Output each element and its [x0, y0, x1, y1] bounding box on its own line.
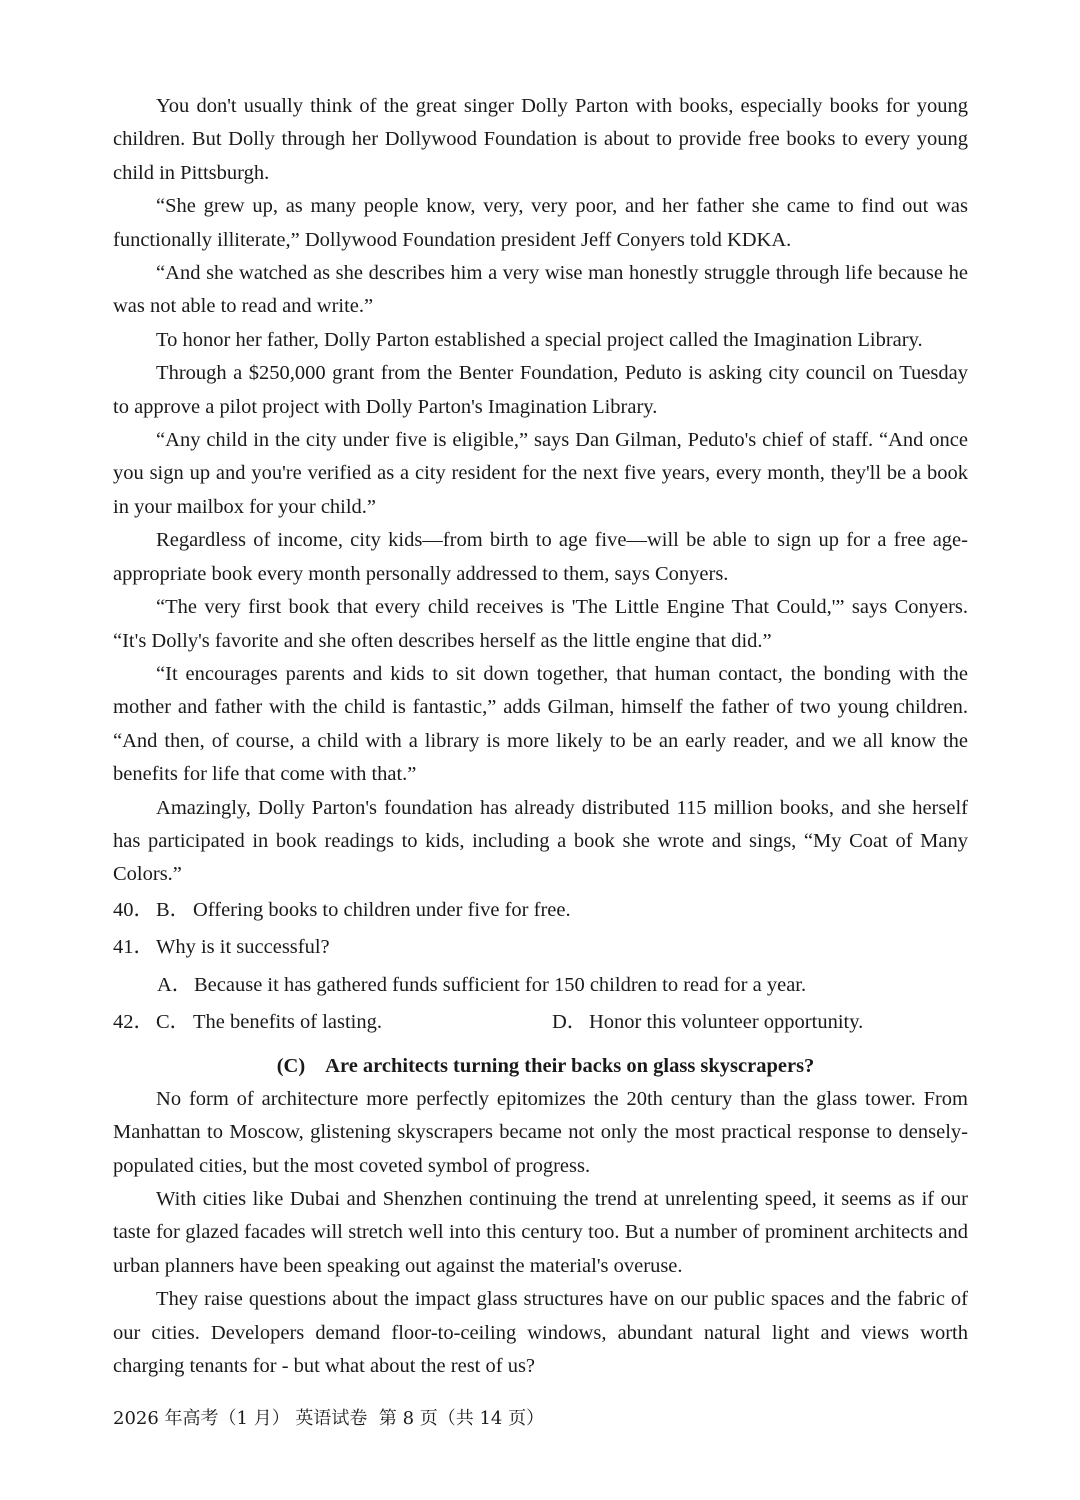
passage-b-paragraph-1: You don't usually think of the great singer Dolly Parton with books, especially books for young children. But Dolly through her Dollywood Foundation is about to provide free books to every young child in Pittsburgh.: [113, 95, 968, 184]
passage-b-paragraph-2: “She grew up, as many people know, very, very poor, and her father she came to find out was functionally illiterate,” Dollywood Foundation president Jeff Conyers told KDKA.: [113, 195, 968, 251]
passage-b-paragraph-7: Regardless of income, city kids—from birth to age five—will be able to sign up for a free age-appropriate book every month personally addressed to them, says Conyers.: [113, 529, 968, 585]
question-40: [113, 892, 968, 930]
passage-b-paragraph-6: “Any child in the city under five is eligible,” says Dan Gilman, Peduto's chief of staff. “And once you sign up and you're verified as a city resident for the next five years, every month, they'll be a book in your mailbox for your child.”: [113, 429, 968, 518]
passage-c-paragraph-3: They raise questions about the impact glass structures have on our public spaces and the fabric of our cities. Developers demand floor-to-ceiling windows, abundant natural light and views worth charging tenants for - but what about the rest of us?: [113, 1288, 968, 1377]
option-letter: A．: [157, 973, 193, 996]
question-number: 41．: [113, 936, 154, 959]
question-42-left: [113, 1004, 552, 1042]
option-letter: D．: [552, 1011, 588, 1034]
passage-b-paragraph-8: “The very first book that every child receives is 'The Little Engine That Could,'” says Conyers. “It's Dolly's favorite and she often describes herself as the little engine that did.”: [113, 596, 968, 652]
question-42: [113, 1004, 968, 1042]
option-text: Because it has gathered funds sufficient for 150 children to read for a year.: [194, 973, 807, 996]
passage-c-paragraph-1: No form of architecture more perfectly epitomizes the 20th century than the glass tower. From Manhattan to Moscow, glistening skyscrapers became not only the most practical response to densely-populated cities, but the most coveted symbol of progress.: [113, 1087, 968, 1177]
question-42-right: [552, 1004, 863, 1042]
question-number: 40．: [113, 898, 154, 921]
passage-b-paragraph-5: Through a $250,000 grant from the Benter Foundation, Peduto is asking city council on Tuesday to approve a pilot project with Dolly Parton's Imagination Library.: [113, 362, 968, 418]
option-text: The benefits of lasting.: [193, 1011, 383, 1034]
option-letter: B．: [156, 898, 191, 921]
option-letter: C．: [156, 1011, 191, 1034]
passage-b-paragraph-9: “It encourages parents and kids to sit down together, that human contact, the bonding with the mother and father with the child is fantastic,” adds Gilman, himself the father of two young children. “And then, of course, a child with a library is more likely to be an early reader, and we all know the benefits for life that come with that.”: [113, 662, 968, 786]
question-41: [113, 929, 968, 967]
page-footer: 2026 年高考（1 月） 英语试卷 第 8 页（共 14 页）: [113, 1408, 545, 1429]
question-41-option-a: [113, 967, 968, 1005]
section-heading: Are architects turning their backs on glass skyscrapers?: [325, 1054, 815, 1077]
passage-c-title: [113, 1050, 968, 1083]
section-label: (C): [276, 1054, 306, 1077]
passage-b-paragraph-4: To honor her father, Dolly Parton established a special project called the Imagination Library.: [156, 328, 923, 351]
question-text: Why is it successful?: [156, 936, 330, 959]
passage-b-paragraph-3: “And she watched as she describes him a very wise man honestly struggle through life because he was not able to read and write.”: [113, 262, 968, 318]
option-text: Honor this volunteer opportunity.: [589, 1011, 864, 1034]
option-text: Offering books to children under five for free.: [193, 898, 571, 921]
question-number: 42．: [113, 1011, 154, 1034]
page-content: [113, 90, 968, 1383]
passage-c-paragraph-2: With cities like Dubai and Shenzhen continuing the trend at unrelenting speed, it seems as if our taste for glazed facades will stretch well into this century too. But a number of prominent architects and urban planners have been speaking out against the material's overuse.: [113, 1187, 968, 1277]
passage-b-paragraph-10: Amazingly, Dolly Parton's foundation has already distributed 115 million books, and she herself has participated in book readings to kids, including a book she wrote and sings, “My Coat of Many Colors.”: [113, 796, 968, 886]
